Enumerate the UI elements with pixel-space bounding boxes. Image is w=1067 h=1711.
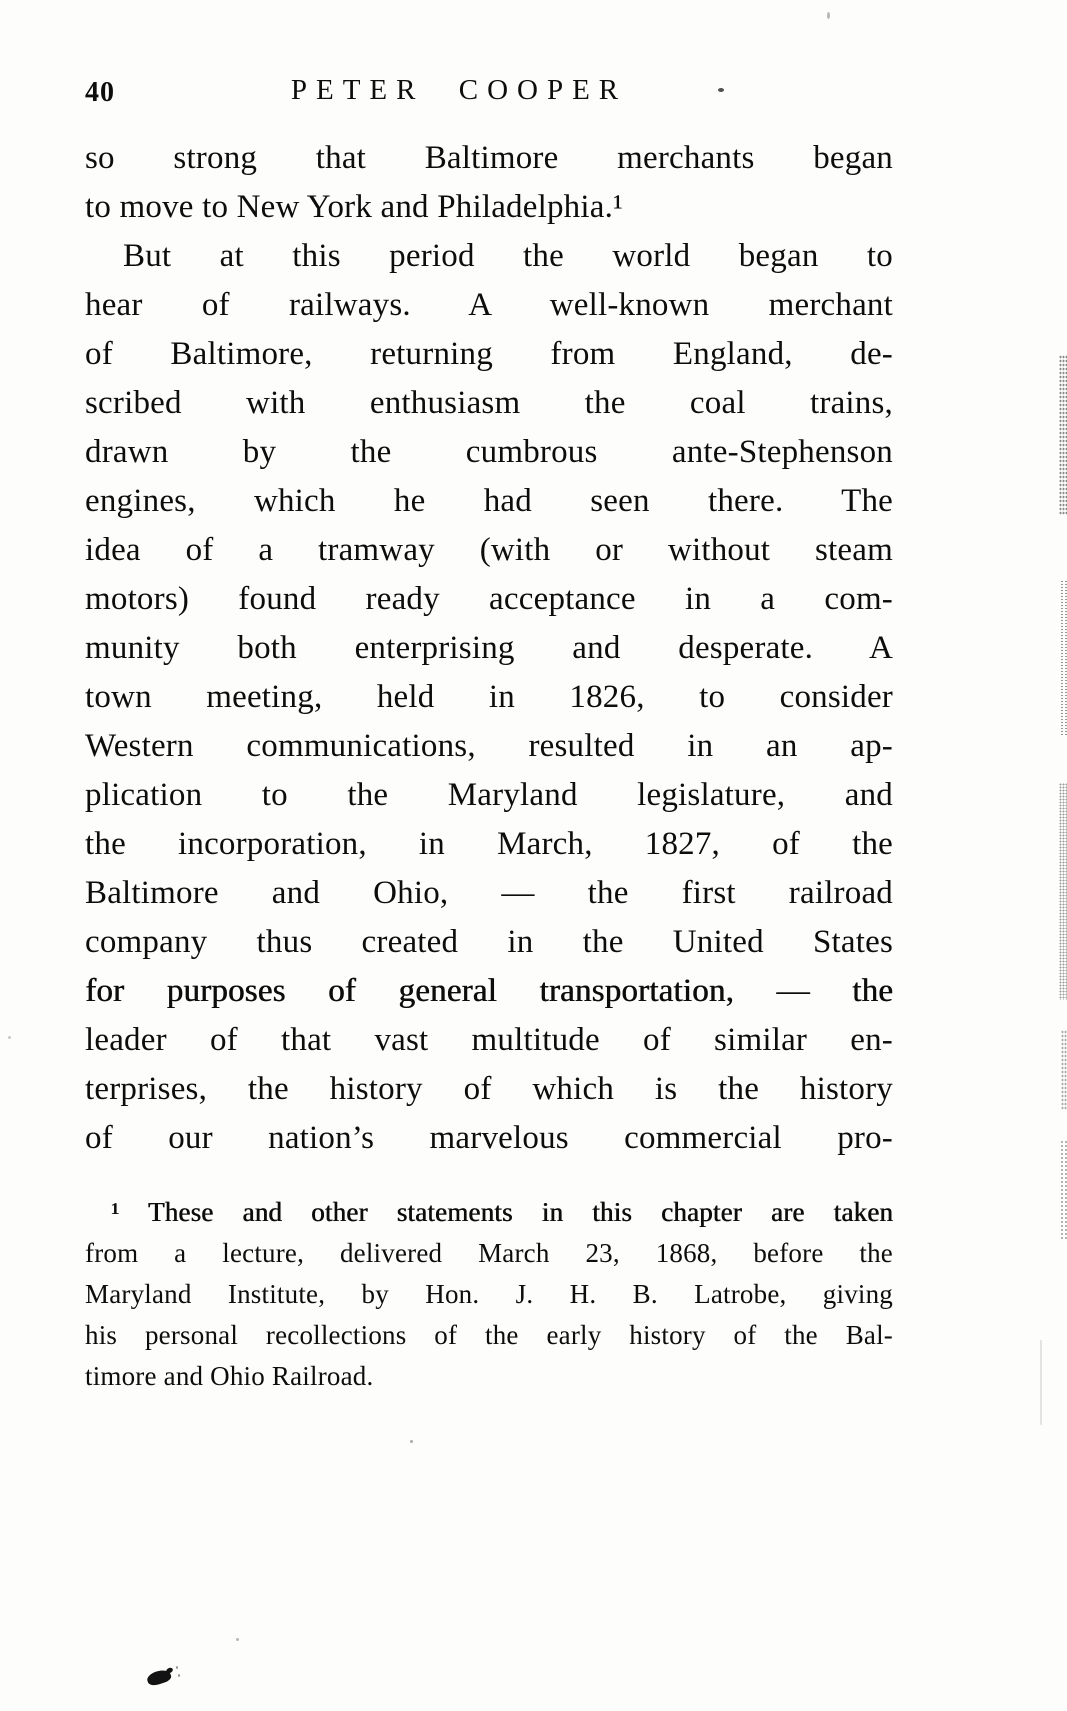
text-line: Western communications, resulted in an ap- <box>85 728 893 764</box>
running-title: PETER COOPER <box>290 74 628 106</box>
text-line: to move to New York and Philadelphia.¹ <box>85 189 624 225</box>
ink-dot <box>718 88 724 92</box>
text-line: his personal recollections of the early history of the Bal- <box>85 1320 893 1350</box>
text-line: from a lecture, delivered March 23, 1868, before the <box>85 1238 893 1268</box>
text-line: engines, which he had seen there. The <box>85 483 893 519</box>
text-line: hear of railways. A well-known merchant <box>85 287 893 323</box>
text-line: so strong that Baltimore merchants began <box>85 140 893 176</box>
scan-streak <box>1040 1340 1042 1425</box>
ink-dot <box>410 1440 413 1443</box>
text-line: Maryland Institute, by Hon. J. H. B. Latrobe, giving <box>85 1279 893 1309</box>
text-line: ¹ These and other statements in this chapter are taken <box>111 1197 893 1227</box>
text-line: Baltimore and Ohio, — the first railroad <box>85 875 893 911</box>
ink-dot <box>827 12 830 19</box>
footnote <box>85 1192 893 1397</box>
text-line: the incorporation, in March, 1827, of the <box>85 826 893 862</box>
text-line: But at this period the world began to <box>123 238 893 274</box>
text-line: town meeting, held in 1826, to consider <box>85 679 893 715</box>
scan-noise-strip <box>1060 1140 1067 1240</box>
scan-noise-strip <box>1059 355 1067 515</box>
text-line: scribed with enthusiasm the coal trains, <box>85 385 893 421</box>
scan-noise-strip <box>1061 1030 1067 1110</box>
text-line: leader of that vast multitude of similar en- <box>85 1022 893 1058</box>
ink-smudge <box>165 1667 173 1674</box>
text-line: timore and Ohio Railroad. <box>85 1361 374 1391</box>
text-line: of Baltimore, returning from England, de- <box>85 336 893 372</box>
page-number: 40 <box>85 77 115 108</box>
scan-noise-strip <box>1059 783 1067 1000</box>
ink-dot <box>236 1638 239 1641</box>
text-line: plication to the Maryland legislature, and <box>85 777 893 813</box>
text-line: drawn by the cumbrous ante-Stephenson <box>85 434 893 470</box>
text-line: terprises, the history of which is the history <box>85 1071 893 1107</box>
text-line: of our nation’s marvelous commercial pro- <box>85 1120 893 1156</box>
ink-dot <box>176 1666 178 1669</box>
text-line: company thus created in the United States <box>85 924 893 960</box>
ink-dot <box>178 1674 180 1677</box>
page-header <box>85 74 893 114</box>
text-line: idea of a tramway (with or without steam <box>85 532 893 568</box>
scan-noise-strip <box>1060 580 1067 735</box>
text-line: munity both enterprising and desperate. A <box>85 630 893 666</box>
text-line: for purposes of general transportation, — the <box>85 973 893 1009</box>
text-line: motors) found ready acceptance in a com- <box>85 581 893 617</box>
body-text <box>85 134 893 1163</box>
ink-dot <box>8 1036 11 1039</box>
